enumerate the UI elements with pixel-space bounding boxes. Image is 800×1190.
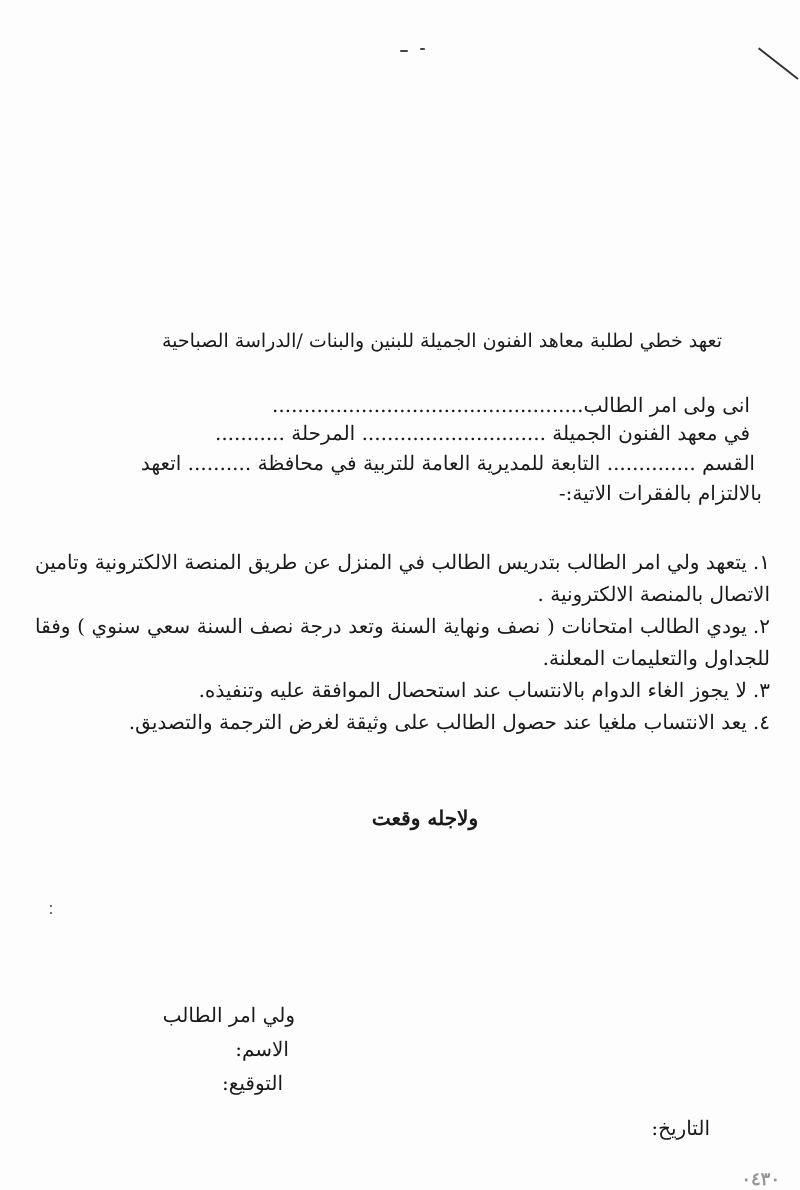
date-label: التاريخ: [651, 1116, 710, 1140]
clause-item [35, 706, 770, 738]
closing-statement: ولاجله وقعت [371, 806, 479, 830]
clause-number: ١. [752, 550, 770, 574]
signature-label: التوقيع: [222, 1071, 283, 1095]
clause-number: ٤. [752, 710, 770, 734]
clause-text: يودي الطالب امتحانات ( نصف ونهاية السنة وتعد درجة نصف السنة سعي سنوي ) وفقا للجداول والتعليمات المعلنة. [35, 614, 770, 670]
pledge-clauses [35, 546, 770, 738]
pledge-intro [30, 392, 762, 522]
intro-line-commitment: بالالتزام بالفقرات الاتية:- [558, 481, 762, 505]
intro-line-department: القسم .............. التابعة للمديرية العامة للتربية في محافظة .......... اتعهد [140, 451, 755, 475]
scan-speck [420, 48, 425, 50]
document-title: تعهد خطي لطلبة معاهد الفنون الجميلة للبنين والبنات /الدراسة الصباحية [162, 330, 722, 352]
clause-item [35, 610, 770, 674]
scan-speck [50, 905, 52, 907]
clause-text: يتعهد ولي امر الطالب بتدريس الطالب في المنزل عن طريق المنصة الالكترونية وتامين الاتصال بالمنصة الالكترونية . [35, 550, 770, 606]
clause-text: لا يجوز الغاء الدوام بالانتساب عند استحصال الموافقة عليه وتنفيذه. [198, 678, 747, 702]
clause-text: يعد الانتساب ملغيا عند حصول الطالب على وثيقة لغرض الترجمة والتصديق. [128, 710, 747, 734]
name-label: الاسم: [235, 1037, 289, 1061]
scan-artifact-line [758, 47, 799, 79]
clause-number: ٢. [752, 614, 770, 638]
corner-stamp-mark: ٠٤٣٠ [741, 1169, 780, 1190]
intro-line-institute: في معهد الفنون الجميلة ............................. المرحلة ........... [214, 421, 750, 445]
scan-speck [400, 50, 408, 52]
guardian-label: ولي امر الطالب [162, 1003, 295, 1027]
signature-block [95, 998, 295, 1100]
scan-speck [50, 912, 52, 914]
clause-item [35, 674, 770, 706]
intro-line-guardian: انى ولى امر الطالب................................................. [272, 393, 750, 417]
clause-number: ٣. [752, 678, 770, 702]
clause-item [35, 546, 770, 610]
